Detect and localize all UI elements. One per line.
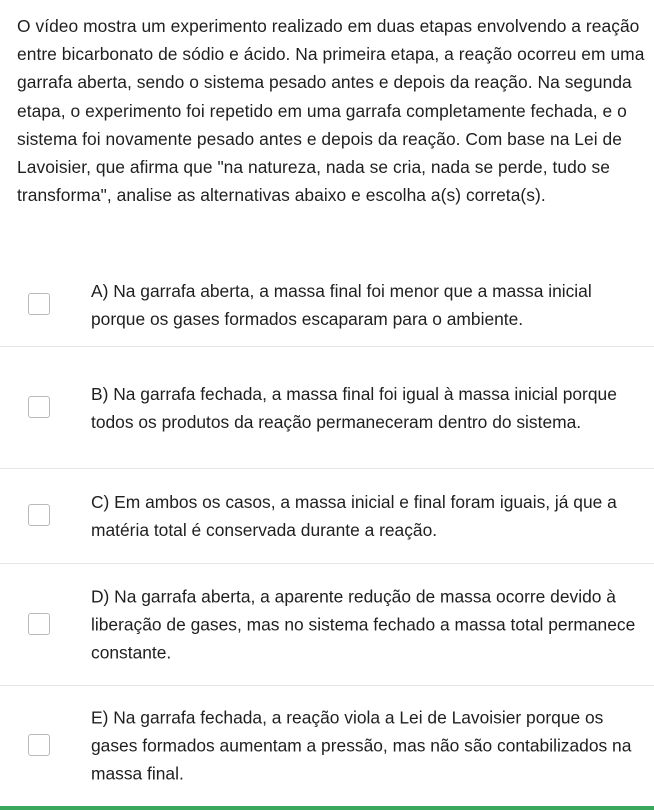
checkbox-option-a[interactable]: [28, 293, 50, 315]
checkbox-option-c[interactable]: [28, 504, 50, 526]
option-d-label: D) Na garrafa aberta, a aparente redução de massa ocorre devido à liberação de gases, mas no sistema fechado a massa total permanece constante.: [91, 586, 636, 663]
bottom-accent-bar: [0, 806, 654, 810]
option-e-label: E) Na garrafa fechada, a reação viola a Lei de Lavoisier porque os gases formados aumentam a pressão, mas não são contabilizados na massa final.: [91, 707, 632, 785]
option-b-label: B) Na garrafa fechada, a massa final foi igual à massa inicial porque todos os produtos da reação permaneceram dentro do sistema.: [91, 383, 617, 432]
option-b[interactable]: [0, 347, 654, 469]
checkbox-option-e[interactable]: [28, 734, 50, 756]
option-d[interactable]: [0, 564, 654, 686]
option-a-label: A) Na garrafa aberta, a massa final foi menor que a massa inicial porque os gases formados escaparam para o ambiente.: [91, 280, 592, 329]
option-a[interactable]: [0, 264, 654, 347]
checkbox-option-b[interactable]: [28, 396, 50, 418]
option-c-label: C) Em ambos os casos, a massa inicial e final foram iguais, já que a matéria total é conservada durante a reação.: [91, 491, 617, 540]
option-c[interactable]: [0, 469, 654, 564]
options-list: [0, 264, 654, 806]
question-text: O vídeo mostra um experimento realizado em duas etapas envolvendo a reação entre bicarbonato de sódio e ácido. Na primeira etapa, a reação ocorreu em uma garrafa aberta, sendo o sistema pesado antes e depois da reação. Na segunda etapa, o experimento foi repetido em uma garrafa completamente fechada, e o sistema foi novamente pesado antes e depois da reação. Com base na Lei de Lavoisier, que afirma que "na natureza, nada se cria, nada se perde, tudo se transforma", analise as alternativas abaixo e escolha a(s) correta(s).: [17, 16, 645, 206]
option-e[interactable]: [0, 686, 654, 806]
checkbox-option-d[interactable]: [28, 613, 50, 635]
